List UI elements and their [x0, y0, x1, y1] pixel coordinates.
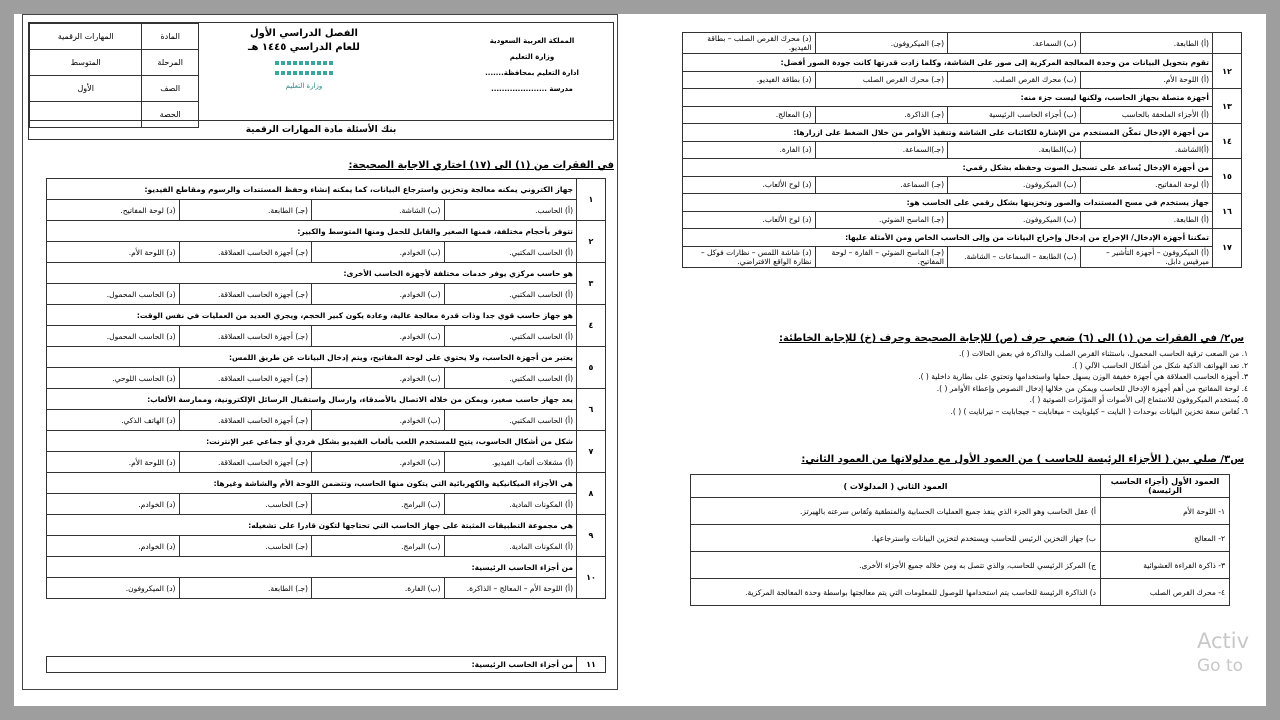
answer-option: (ب) الخوادم. — [312, 368, 445, 389]
question-number: ١٤ — [1213, 124, 1242, 159]
question-stem: يعد جهاز حاسب صغير، ويمكن من خلاله الاتصال بالأصدقاء، وارسال واستقبال الرسائل الإلكترونية، وممارسة الألعاب: — [47, 389, 577, 410]
answer-option: (ب) الشاشة. — [312, 200, 445, 221]
section1-title: في الفقرات من (١) الى (١٧) اختاري الاجابة الصحيحة: — [348, 160, 614, 171]
question-options-row — [683, 176, 1242, 194]
education-office-line: ادارة التعليم بمحافظة....... — [485, 69, 579, 77]
question-stem-row — [683, 159, 1242, 177]
question-options-row — [683, 141, 1242, 159]
question-number: ٤ — [577, 305, 606, 347]
matching-table — [690, 474, 1230, 606]
question-stem-row — [683, 194, 1242, 212]
answer-option: (د) محرك القرص الصلب – بطاقة الفيديو. — [683, 33, 816, 54]
answer-option: (ب) الخوادم. — [312, 410, 445, 431]
answer-option: (أ) المكونات المادية. — [444, 494, 577, 515]
ministry-line: وزارة التعليم — [509, 53, 555, 61]
info-label: الحصة — [142, 102, 199, 128]
question-stem-row — [47, 263, 606, 284]
true-false-item: ٣. أجهزة الحاسب العملاقة هي أجهزة خفيفة الوزن يسهل حملها واستخدامها وتحتوي على بطارية داخلية ( ). — [918, 372, 1248, 381]
answer-option: (أ) الحاسب المكتبي. — [444, 326, 577, 347]
question-stem: تقوم بتحويل البيانات من وحدة المعالجة المركزية إلى صور على الشاشة، وكلما زادت قدرتها كانت جودة الصور أفضل: — [683, 54, 1213, 72]
answer-option: (ب) البرامج. — [312, 536, 445, 557]
answer-option: (أ) الميكروفون – أجهزة التأشير – ميرفيس دابل. — [1080, 246, 1213, 267]
answer-option: (أ) الحاسب المكتبي. — [444, 368, 577, 389]
question-number: ١٧ — [1213, 229, 1242, 268]
answer-option: (ب) السماعة. — [948, 33, 1081, 54]
info-label: الصف — [142, 76, 199, 102]
answer-option: (ب) الميكروفون. — [948, 176, 1081, 194]
question-number: ١١ — [577, 657, 606, 673]
question-options-row — [683, 211, 1242, 229]
question-stem: من أجهزة الإدخال تمكّن المستخدم من الإشارة للكائنات على الشاشة وتنفيذ الأوامر من خلال الضغط على ازرارها: — [683, 124, 1213, 142]
question-11-table — [46, 656, 606, 673]
questions-table-right — [682, 32, 1242, 268]
answer-option: (د) لوحة المفاتيح. — [47, 200, 180, 221]
col2-header: العمود الثاني ( المدلولات ) — [691, 475, 1101, 498]
answer-option: (جـ) أجهزة الحاسب العملاقة. — [179, 284, 312, 305]
info-label: المادة — [142, 24, 199, 50]
answer-option: (أ) لوحة المفاتيح. — [1080, 176, 1213, 194]
answer-option: (ب)الطابعة. — [948, 141, 1081, 159]
ministry-logo — [274, 61, 334, 79]
info-row — [30, 50, 199, 76]
answer-option: (جـ) الحاسب. — [179, 536, 312, 557]
answer-option: (أ) الطابعة. — [1080, 211, 1213, 229]
answer-option: (جـ) الماسح الضوئي. — [815, 211, 948, 229]
school-info — [457, 33, 607, 97]
question-stem-row — [47, 221, 606, 242]
question-stem-row — [47, 473, 606, 494]
answer-option: (جـ)السماعة. — [815, 141, 948, 159]
answer-option: (أ)الشاشة. — [1080, 141, 1213, 159]
question-stem-row — [47, 515, 606, 536]
answer-option: (جـ) الطابعة. — [179, 200, 312, 221]
answer-option: (د) لوح الألعاب. — [683, 211, 816, 229]
answer-option: (د) الفارة. — [683, 141, 816, 159]
info-row — [30, 24, 199, 50]
question-stem: يعتبر من أجهزة الحاسب، ولا يحتوي على لوحة المفاتيح، ويتم إدخال البيانات عن طريق اللمس: — [47, 347, 577, 368]
answer-option: (د) اللوحة الأم. — [47, 242, 180, 263]
answer-option: (ب) الخوادم. — [312, 452, 445, 473]
answer-option: (ب) الخوادم. — [312, 242, 445, 263]
answer-option: (ب) الطابعة – السماعات – الشاشة. — [948, 246, 1081, 267]
answer-option: (أ) مشغلات ألعاب الفيديو. — [444, 452, 577, 473]
answer-option: (د) الهاتف الذكي. — [47, 410, 180, 431]
answer-option: (أ) المكونات المادية. — [444, 536, 577, 557]
answer-option: (أ) الحاسب المكتبي. — [444, 284, 577, 305]
answer-option: (د) لوح الألعاب. — [683, 176, 816, 194]
logo-text: وزارة التعليم — [285, 82, 323, 90]
question-number: ٦ — [577, 389, 606, 431]
answer-option: (جـ) أجهزة الحاسب العملاقة. — [179, 410, 312, 431]
answer-option: (د) الحاسب المحمول. — [47, 284, 180, 305]
info-label: المرحلة — [142, 50, 199, 76]
matching-row — [691, 498, 1230, 525]
semester-line-2: للعام الدراسي ١٤٤٥ هـ — [248, 42, 360, 53]
matching-part: ٣- ذاكرة القراءة العشوائية — [1101, 552, 1230, 579]
answer-option: (أ) الحاسب المكتبي. — [444, 410, 577, 431]
question-options-row — [683, 33, 1242, 54]
answer-option: (د) الخوادم. — [47, 494, 180, 515]
true-false-item: ٥. يُستخدم الميكروفون للاستماع إلى الأصوات أو المؤثرات الصوتية ( ). — [1029, 395, 1248, 404]
semester-line-1: الفصل الدراسي الأول — [250, 28, 358, 39]
matching-part: ٢- المعالج — [1101, 525, 1230, 552]
true-false-item: ٢. تعد الهواتف الذكية شكل من أشكال الحاسب الآلي ( ). — [1071, 360, 1248, 370]
answer-option: (د) الميكروفون. — [47, 578, 180, 599]
question-options-row — [47, 326, 606, 347]
question-options-row — [47, 578, 606, 599]
true-false-list — [672, 348, 1248, 417]
answer-option: (أ) الحاسب. — [444, 200, 577, 221]
question-stem-row — [47, 431, 606, 452]
matching-row — [691, 579, 1230, 606]
answer-option: (د) الخوادم. — [47, 536, 180, 557]
question-number: ٨ — [577, 473, 606, 515]
question-number — [1213, 33, 1242, 54]
question-options-row — [47, 200, 606, 221]
question-stem: من أجزاء الحاسب الرئيسية: — [47, 657, 577, 673]
question-number: ١٢ — [1213, 54, 1242, 89]
question-options-row — [47, 368, 606, 389]
question-options-row — [47, 410, 606, 431]
question-number: ٧ — [577, 431, 606, 473]
questions-table-left — [46, 178, 606, 599]
question-stem: شكل من أشكال الحاسوب، يتيح للمستخدم اللعب بألعاب الفيديو بشكل فردي أو جماعي عبر الإنترنت: — [47, 431, 577, 452]
answer-option: (جـ) الميكروفون. — [815, 33, 948, 54]
answer-option: (جـ) السماعة. — [815, 176, 948, 194]
question-number: ٣ — [577, 263, 606, 305]
true-false-item: ١. من الصعب ترقية الحاسب المحمول، باستثناء القرص الصلب والذاكرة في بعض الحالات ( ). — [958, 349, 1248, 358]
section2-title: س٢/ في الفقرات من (١) الى (٦) ضعي حرف (ص) للإجابة الصحيحة وحرف (خ) للإجابة الخاطئة: — [779, 333, 1244, 344]
question-stem: هي مجموعة التطبيقات المثبتة على جهاز الحاسب التي تحتاجها لتكون قادرا على تشغيله: — [47, 515, 577, 536]
question-options-row — [47, 536, 606, 557]
exam-header — [28, 22, 614, 140]
question-number: ١٥ — [1213, 159, 1242, 194]
answer-option: (أ) اللوحة الأم – المعالج – الذاكرة. — [444, 578, 577, 599]
question-options-row — [683, 246, 1242, 267]
question-stem: جهاز يستخدم في مسح المستندات والصور وتخزينها بشكل رقمي على الحاسب هو: — [683, 194, 1213, 212]
question-stem: من أجزاء الحاسب الرئيسية: — [47, 557, 577, 578]
question-stem-row — [47, 179, 606, 200]
true-false-item: ٦. تُقاس سعة تخزين البيانات بوحدات ( البايت – كيلوبايت – ميغابايت – جيجابايت – تيرابايت ) ( ). — [950, 406, 1248, 416]
answer-option: (أ) الطابعة. — [1080, 33, 1213, 54]
question-stem-row — [683, 124, 1242, 142]
matching-definition: ب) جهاز التخزين الرئيس للحاسب ويستخدم لتخزين البيانات واسترجاعها. — [691, 525, 1101, 552]
matching-part: ١- اللوحة الأم — [1101, 498, 1230, 525]
question-options-row — [47, 284, 606, 305]
question-stem-row — [683, 89, 1242, 107]
question-stem: هو جهاز حاسب قوي جدا وذات قدرة معالجة عالية، وعادة يكون كبير الحجم، ويجري العديد من العمليات في نفس الوقت: — [47, 305, 577, 326]
question-stem-row — [47, 389, 606, 410]
answer-option: (جـ) الطابعة. — [179, 578, 312, 599]
question-stem: تتوفر بأحجام مختلفة، فمنها الصغير والقابل للحمل ومنها المتوسط والكبير: — [47, 221, 577, 242]
answer-option: (ب) الخوادم. — [312, 284, 445, 305]
question-stem: من أجهزة الإدخال يُساعد على تسجيل الصوت وحفظه بشكل رقمي: — [683, 159, 1213, 177]
activation-watermark-sub: Go to — [1197, 656, 1244, 676]
answer-option: (د) اللوحة الأم. — [47, 452, 180, 473]
question-number: ٥ — [577, 347, 606, 389]
bank-title: بنك الأسئلة مادة المهارات الرقمية — [29, 120, 613, 139]
matching-row — [691, 552, 1230, 579]
question-stem: تمكننا أجهزة الإدخال/ الإخراج من إدخال وإخراج البيانات من وإلى الحاسب الخاص ومن الأمثلة عليها: — [683, 229, 1213, 247]
question-stem-row — [47, 347, 606, 368]
activation-watermark: Activ — [1197, 629, 1250, 653]
matching-definition: ج) المركز الرئيسي للحاسب، والذي تتصل به ومن خلاله جميع الأجزاء الأخرى. — [691, 552, 1101, 579]
question-stem: هي الأجزاء الميكانيكية والكهربائية التي يتكون منها الحاسب، وتتضمن اللوحة الأم والشاشة وغيرها: — [47, 473, 577, 494]
answer-option: (جـ) الحاسب. — [179, 494, 312, 515]
question-number: ٢ — [577, 221, 606, 263]
matching-row — [691, 525, 1230, 552]
true-false-item: ٤. لوحة المفاتيح من أهم أجهزة الإدخال للحاسب ويمكن من خلالها إدخال النصوص وإعطاء الأوامر ( ). — [936, 383, 1248, 393]
question-options-row — [683, 71, 1242, 89]
answer-option: (أ) الأجزاء الملحقة بالحاسب — [1080, 106, 1213, 124]
question-stem-row — [683, 54, 1242, 72]
question-stem-row — [683, 229, 1242, 247]
question-stem: أجهزة متصلة بجهاز الحاسب، ولكنها ليست جزء منه: — [683, 89, 1213, 107]
info-value: المهارات الرقمية — [30, 24, 142, 50]
question-stem: جهاز الكتروني يمكنه معالجة وتخزين واسترجاع البيانات، كما يمكنه إنشاء وحفظ المستندات والرسوم ومقاطع الفيديو: — [47, 179, 577, 200]
country-line: المملكة العربية السعودية — [489, 37, 575, 45]
question-options-row — [47, 494, 606, 515]
question-options-row — [683, 106, 1242, 124]
section3-title: س٣/ صلي بين ( الأجزاء الرئيسة للحاسب ) من العمود الأول مع مدلولاتها من العمود الثاني: — [801, 454, 1244, 465]
semester-title — [204, 27, 404, 93]
question-stem: هو حاسب مركزي يوفر خدمات مختلفة لأجهزة الحاسب الأخرى: — [47, 263, 577, 284]
info-row — [30, 76, 199, 102]
answer-option: (جـ) أجهزة الحاسب العملاقة. — [179, 368, 312, 389]
answer-option: (جـ) أجهزة الحاسب العملاقة. — [179, 452, 312, 473]
answer-option: (د) شاشة اللمس – نظارات فوكل – نظارة الواقع الافتراضي. — [683, 246, 816, 267]
page-gutter — [630, 18, 660, 702]
question-number: ١٠ — [577, 557, 606, 599]
answer-option: (جـ) أجهزة الحاسب العملاقة. — [179, 326, 312, 347]
answer-option: (ب) الفارة. — [312, 578, 445, 599]
answer-option: (ب) الخوادم. — [312, 326, 445, 347]
matching-definition: أ) عقل الحاسب وهو الجزء الذي ينفذ جميع العمليات الحسابية والمنطقية وتُقاس سرعته بالهيرتز. — [691, 498, 1101, 525]
question-number: ١٣ — [1213, 89, 1242, 124]
answer-option: (ب) محرك القرص الصلب. — [948, 71, 1081, 89]
answer-option: (جـ) محرك القرص الصلب — [815, 71, 948, 89]
answer-option: (د) الحاسب المحمول. — [47, 326, 180, 347]
subject-info-table — [29, 23, 199, 128]
answer-option: (ب) الميكروفون. — [948, 211, 1081, 229]
matching-part: ٤- محرك القرص الصلب — [1101, 579, 1230, 606]
answer-option: (ب) أجزاء الحاسب الرئيسية — [948, 106, 1081, 124]
info-value: الأول — [30, 76, 142, 102]
school-line: مدرسة ..................... — [491, 85, 573, 93]
answer-option: (أ) الحاسب المكتبي. — [444, 242, 577, 263]
question-options-row — [47, 452, 606, 473]
answer-option: (أ) اللوحة الأم. — [1080, 71, 1213, 89]
answer-option: (ب) البرامج. — [312, 494, 445, 515]
answer-option: (جـ) الماسح الضوئي – الفارة – لوحة المفاتيح. — [815, 246, 948, 267]
matching-definition: د) الذاكرة الرئيسة للحاسب يتم استخدامها للوصول للمعلومات التي يتم معالجتها بواسطة وحدة المعالجة المركزية. — [691, 579, 1101, 606]
question-stem-row — [47, 557, 606, 578]
question-number: ٩ — [577, 515, 606, 557]
answer-option: (د) المعالج. — [683, 106, 816, 124]
answer-option: (جـ) الذاكرة. — [815, 106, 948, 124]
col1-header: العمود الأول (أجزاء الحاسب الرئيسة) — [1101, 475, 1230, 498]
question-number: ١ — [577, 179, 606, 221]
question-number: ١٦ — [1213, 194, 1242, 229]
answer-option: (د) بطاقة الفيديو. — [683, 71, 816, 89]
question-stem-row — [47, 305, 606, 326]
question-options-row — [47, 242, 606, 263]
answer-option: (د) الحاسب اللوحي. — [47, 368, 180, 389]
answer-option: (جـ) أجهزة الحاسب العملاقة. — [179, 242, 312, 263]
info-value: المتوسط — [30, 50, 142, 76]
